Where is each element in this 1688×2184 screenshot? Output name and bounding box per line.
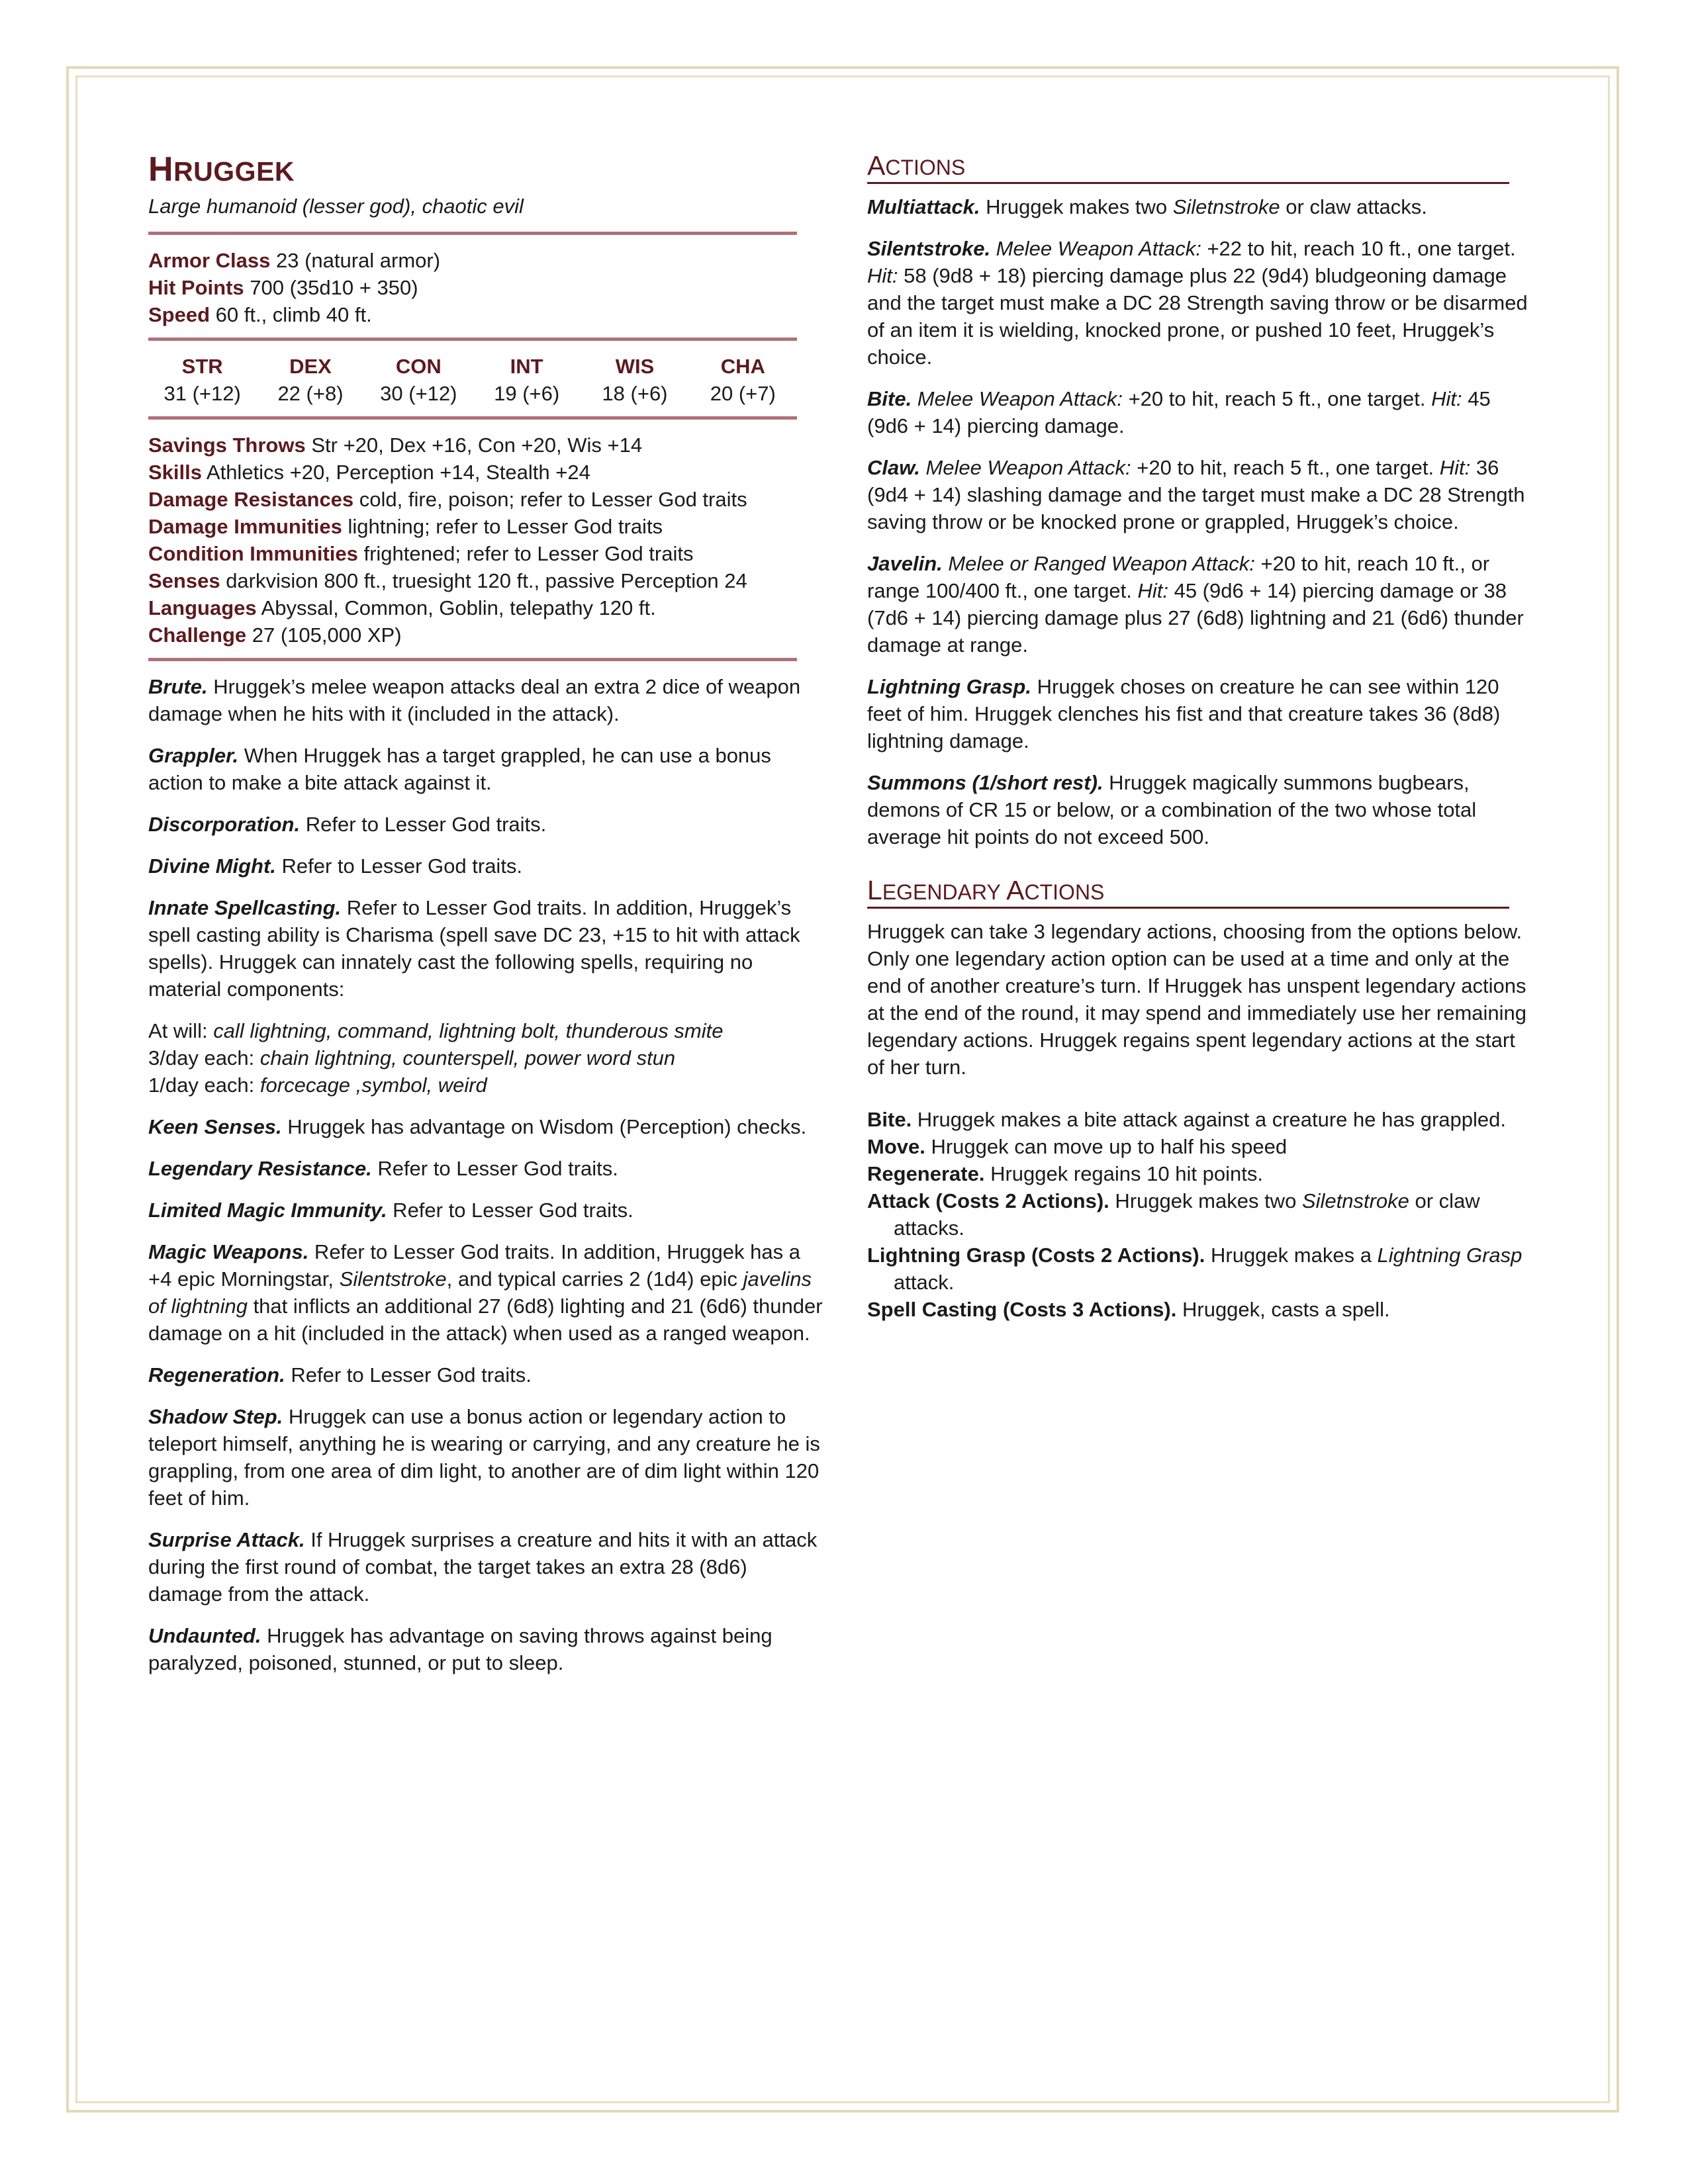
action-multiattack: Multiattack. Hruggek makes two Siletnstroke or claw attacks. (867, 195, 1427, 219)
skills: Skills Athletics +20, Perception +14, Stealth +24 (148, 461, 590, 484)
legendary-bite: Bite. Hruggek makes a bite attack against a creature he has grappled. (867, 1108, 1506, 1132)
legendary-lightning-grasp: Lightning Grasp (Costs 2 Actions). Hruggek makes a Lightning Grasp attack. (867, 1244, 1523, 1295)
legendary-spell-casting: Spell Casting (Costs 3 Actions). Hruggek, casts a spell. (867, 1298, 1390, 1322)
legendary-regenerate: Regenerate. Hruggek regains 10 hit points. (867, 1162, 1263, 1186)
monster-name: HRUGGEK (148, 150, 295, 189)
trait-surprise-attack: Surprise Attack. If Hruggek surprises a creature and hits it with an attack during the first round of combat, the target takes an extra 28 (8d6) damage from the attack. (148, 1528, 818, 1606)
divider (148, 232, 797, 235)
legendary-action-list (867, 1106, 1536, 1323)
spell-line: 1/day each: forcecage ,symbol, weird (148, 1073, 487, 1097)
action-claw: Claw. Melee Weapon Attack: +20 to hit, reach 5 ft., one target. Hit: 36 (9d4 + 14) slashing damage and the target must make a DC 28 Strength saving throw or be knocked prone or grappled, Hruggek’s choice. (867, 456, 1525, 534)
legendary-move: Move. Hruggek can move up to half his speed (867, 1135, 1288, 1159)
damage-resistances: Damage Resistances cold, fire, poison; refer to Lesser God traits (148, 488, 747, 512)
trait-grappler: Grappler. When Hruggek has a target grappled, he can use a bonus action to make a bite attack against it. (148, 744, 771, 795)
trait-keen-senses: Keen Senses. Hruggek has advantage on Wisdom (Perception) checks. (148, 1115, 807, 1139)
action-bite: Bite. Melee Weapon Attack: +20 to hit, reach 5 ft., one target. Hit: 45 (9d6 + 14) piercing damage. (867, 387, 1491, 438)
stat-block-right-column (867, 151, 1536, 1323)
trait-discorporation: Discorporation. Refer to Lesser God traits. (148, 813, 547, 837)
monster-type: Large humanoid (lesser god), chaotic evil (148, 195, 524, 218)
ability-cha: CHA 20 (+7) (710, 355, 776, 406)
challenge: Challenge 27 (105,000 XP) (148, 623, 402, 647)
divider (148, 338, 797, 341)
stat-block-left-column (148, 151, 823, 1691)
ability-str: STR 31 (+12) (164, 355, 241, 406)
legendary-actions-heading: LEGENDARY ACTIONS (867, 876, 1509, 909)
trait-legendary-resistance: Legendary Resistance. Refer to Lesser God traits. (148, 1157, 618, 1181)
saving-throws: Savings Throws Str +20, Dex +16, Con +20, Wis +14 (148, 433, 643, 457)
spell-line: 3/day each: chain lightning, counterspell, power word stun (148, 1046, 676, 1070)
legendary-intro: Hruggek can take 3 legendary actions, choosing from the options below. Only one legendary action option can be used at a time and only at the end of another creature’s turn. If Hruggek has unspent legendary actions at the end of the round, it may spend and immediately use her remaining legendary actions. Hruggek regains spent legendary actions at the start of her turn. (867, 920, 1527, 1079)
trait-shadow-step: Shadow Step. Hruggek can use a bonus action or legendary action to teleport himself, anything he is wearing or carrying, and any creature he is grappling, from one area of dim light, to another are of dim light within 120 feet of him. (148, 1405, 820, 1510)
ability-int: INT 19 (+6) (494, 355, 560, 406)
speed: Speed 60 ft., climb 40 ft. (148, 303, 372, 327)
trait-limited-magic-immunity: Limited Magic Immunity. Refer to Lesser God traits. (148, 1199, 633, 1222)
trait-brute: Brute. Hruggek’s melee weapon attacks deal an extra 2 dice of weapon damage when he hits with it (included in the attack). (148, 675, 801, 726)
spell-list (148, 1017, 823, 1099)
actions-heading: ACTIONS (867, 151, 1509, 184)
trait-regeneration: Regeneration. Refer to Lesser God traits. (148, 1363, 532, 1387)
trait-undaunted: Undaunted. Hruggek has advantage on saving throws against being paralyzed, poisoned, stunned, or put to sleep. (148, 1624, 773, 1675)
trait-divine-might: Divine Might. Refer to Lesser God traits. (148, 854, 523, 878)
action-summons: Summons (1/short rest). Hruggek magically summons bugbears, demons of CR 15 or below, or a combination of the two whose total average hit points do not exceed 500. (867, 771, 1477, 849)
action-silentstroke: Silentstroke. Melee Weapon Attack: +22 to hit, reach 10 ft., one target. Hit: 58 (9d8 + 18) piercing damage plus 22 (9d4) bludgeoning damage and the target must make a DC 28 Strength saving throw or be disarmed of an item it is wielding, knocked prone, or pushed 10 feet, Hruggek’s choice. (867, 237, 1528, 369)
action-javelin: Javelin. Melee or Ranged Weapon Attack: +20 to hit, reach 10 ft., or range 100/400 ft., one target. Hit: 45 (9d6 + 14) piercing damage or 38 (7d6 + 14) piercing damage plus 27 (6d8) lightning and 21 (6d6) thunder damage at range. (867, 552, 1524, 657)
legendary-attack: Attack (Costs 2 Actions). Hruggek makes two Siletnstroke or claw attacks. (867, 1189, 1480, 1240)
hit-points: Hit Points 700 (35d10 + 350) (148, 276, 418, 300)
divider (148, 658, 797, 661)
languages: Languages Abyssal, Common, Goblin, telepathy 120 ft. (148, 596, 656, 620)
senses: Senses darkvision 800 ft., truesight 120 ft., passive Perception 24 (148, 569, 747, 593)
action-lightning-grasp: Lightning Grasp. Hruggek choses on creature he can see within 120 feet of him. Hruggek clenches his fist and that creature takes 36 (8d8) lightning damage. (867, 675, 1501, 753)
armor-class: Armor Class 23 (natural armor) (148, 249, 441, 273)
trait-innate-spellcasting: Innate Spellcasting. Refer to Lesser God traits. In addition, Hruggek’s spell casting ability is Charisma (spell save DC 23, +15 to hit with attack spells). Hruggek can innately cast the following spells, requiring no material components: (148, 896, 800, 1001)
damage-immunities: Damage Immunities lightning; refer to Lesser God traits (148, 515, 663, 539)
spell-line: At will: call lightning, command, lightning bolt, thunderous smite (148, 1019, 724, 1043)
ability-wis: WIS 18 (+6) (602, 355, 668, 406)
ability-con: CON 30 (+12) (380, 355, 457, 406)
condition-immunities: Condition Immunities frightened; refer to Lesser God traits (148, 542, 694, 566)
trait-magic-weapons: Magic Weapons. Refer to Lesser God traits. In addition, Hruggek has a +4 epic Morningstar, Silentstroke, and typical carries 2 (1d4) epic javelins of lightning that inflicts an additional 27 (6d8) lighting and 21 (6d6) thunder damage on a hit (included in the attack) when used as a ranged weapon. (148, 1240, 823, 1345)
ability-scores (148, 353, 797, 407)
divider (148, 416, 797, 420)
ability-dex: DEX 22 (+8) (277, 355, 344, 406)
